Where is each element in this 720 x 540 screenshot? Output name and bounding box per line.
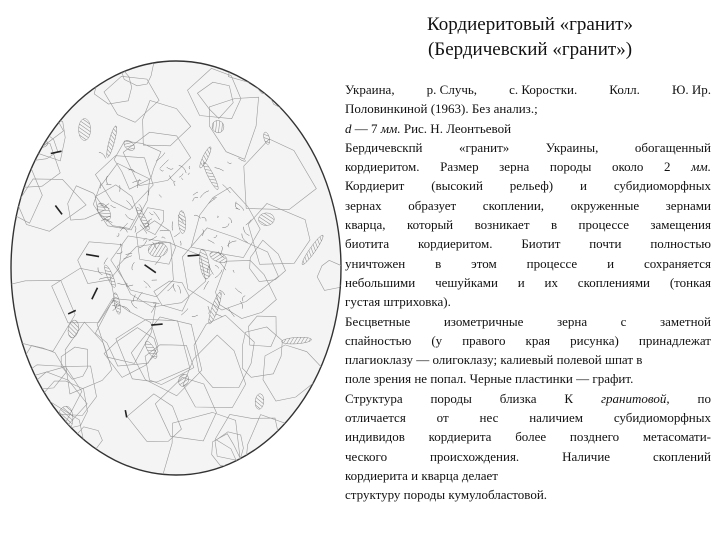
text-word: зерна xyxy=(499,159,530,175)
grain-boundary xyxy=(307,97,344,145)
text-word: ческого xyxy=(345,448,388,464)
text-word: окруженные xyxy=(570,197,640,213)
text-word: К xyxy=(564,390,574,406)
text-word: скоплениями xyxy=(577,274,651,290)
grain-boundary xyxy=(297,58,344,81)
text-line xyxy=(345,408,711,427)
text-word: заметной xyxy=(660,313,711,329)
text-span: Половинкиной (1963). Без анализ.; xyxy=(345,101,538,117)
text-line xyxy=(345,447,711,466)
text-word: Бердичевскпй xyxy=(345,139,423,155)
text-line xyxy=(345,254,711,273)
text-line xyxy=(345,80,711,99)
text-span: Рис. Н. Леонтьевой xyxy=(400,120,512,136)
text-word: Бесцветные xyxy=(345,313,411,329)
text-italic: мм. xyxy=(380,120,401,136)
text-line xyxy=(345,331,711,350)
text-word: рельеф) xyxy=(509,178,554,194)
text-word: Биотит xyxy=(521,236,561,252)
text-word: Колл. xyxy=(609,82,640,97)
text-word: и xyxy=(517,274,525,290)
text-word: породы xyxy=(430,390,472,406)
text-word: почти xyxy=(589,236,622,252)
text-word: небольшими xyxy=(345,274,416,290)
text-word: уничтожен xyxy=(345,255,406,271)
text-word: и xyxy=(580,178,587,194)
text-word: около xyxy=(611,159,644,175)
text-word: с xyxy=(620,313,627,329)
text-word: и xyxy=(607,255,615,271)
text-word: происхождения. xyxy=(429,448,520,464)
text-word: от xyxy=(436,410,449,426)
text-word: чешуйками xyxy=(435,274,498,290)
text-word: (у xyxy=(431,332,443,348)
text-word: р. Случь, xyxy=(426,82,478,97)
text-line xyxy=(345,119,711,138)
text-line xyxy=(345,485,711,504)
text-line xyxy=(345,369,711,388)
text-word: отличается xyxy=(345,410,406,426)
text-word: биотита xyxy=(345,236,390,252)
title-line-1: Кордиеритовый «гранит» xyxy=(427,14,633,35)
text-word: изометричные xyxy=(443,313,524,329)
text-word: субидиоморфных xyxy=(613,410,711,426)
text-word: который xyxy=(406,217,454,233)
text-word: Ю. Ир. xyxy=(671,82,711,97)
text-word: по xyxy=(697,390,711,406)
text-word: субидиоморфных xyxy=(613,178,711,194)
text-word: обогащенный xyxy=(634,139,711,155)
text-line xyxy=(345,389,711,408)
text-word: Структура xyxy=(345,390,403,406)
text-word: породы xyxy=(549,159,592,175)
text-word: процессе xyxy=(578,217,629,233)
text-word: образует xyxy=(408,197,457,213)
text-italic: d xyxy=(345,120,352,136)
text-word: Размер xyxy=(440,159,479,175)
text-word: края xyxy=(525,332,551,348)
text-word: с. Коростки. xyxy=(509,82,578,97)
text-word: полностью xyxy=(650,236,711,252)
thin-section-micrograph xyxy=(8,58,344,478)
text-line xyxy=(345,312,711,331)
description-text xyxy=(345,80,711,505)
text-span: структуру породы кумулобластовой. xyxy=(345,487,548,503)
text-word: их xyxy=(544,274,558,290)
text-line xyxy=(345,215,711,234)
text-line xyxy=(345,157,711,176)
text-word: зернами xyxy=(665,197,711,213)
text-word: (тонкая xyxy=(669,274,711,290)
biotite-patch xyxy=(79,119,91,141)
text-word: правого xyxy=(462,332,506,348)
text-span: — 7 xyxy=(351,120,381,136)
text-span: кордиерита и кварца делает xyxy=(345,467,498,483)
text-span: поле зрения не попал. Черные пластинки — графит. xyxy=(345,371,634,387)
text-word: Украины, xyxy=(545,139,599,155)
text-line xyxy=(345,466,711,485)
title-line-2: (Бердичевский «гранит») xyxy=(427,39,633,60)
text-word: процессе xyxy=(526,255,578,271)
text-word: скоплений xyxy=(652,448,711,464)
grain-boundary xyxy=(12,58,81,105)
text-word: скоплении, xyxy=(482,197,545,213)
slide-title xyxy=(345,12,715,62)
text-line xyxy=(345,176,711,195)
text-word: кварца, xyxy=(345,217,386,233)
text-word: кордиеритом. xyxy=(417,236,493,252)
text-word: позднего xyxy=(569,429,620,445)
text-word: рисунка) xyxy=(570,332,619,348)
text-line xyxy=(345,427,711,446)
text-span xyxy=(345,119,511,138)
text-word: кордиерита xyxy=(428,429,492,445)
text-word: сохраняется xyxy=(643,255,711,271)
text-word: Украина, xyxy=(345,82,395,97)
text-word: индивидов xyxy=(345,429,405,445)
text-word: замещения xyxy=(650,217,711,233)
text-word: Наличие xyxy=(562,448,611,464)
grain-boundary xyxy=(15,412,48,442)
text-word: кордиеритом. xyxy=(345,159,420,175)
text-word: (высокий xyxy=(431,178,483,194)
text-word: принадлежат xyxy=(638,332,711,348)
text-word: в xyxy=(550,217,558,233)
text-line xyxy=(345,99,711,118)
text-word: гранитовой, xyxy=(600,390,670,406)
text-word: зерна xyxy=(556,313,588,329)
text-line xyxy=(345,234,711,253)
grain-boundary xyxy=(288,411,344,478)
text-word: зернах xyxy=(345,197,382,213)
text-span: густая штриховка). xyxy=(345,294,451,310)
text-word: более xyxy=(515,429,547,445)
text-word: возникает xyxy=(474,217,530,233)
text-word: этом xyxy=(471,255,497,271)
text-word: спайностью xyxy=(345,332,412,348)
text-word: 2 xyxy=(664,159,671,175)
text-line xyxy=(345,196,711,215)
text-line xyxy=(345,273,711,292)
text-word: метасомати- xyxy=(642,429,711,445)
text-line xyxy=(345,292,711,311)
biotite-patch xyxy=(310,413,334,436)
text-word: в xyxy=(435,255,442,271)
text-word: «гранит» xyxy=(459,139,510,155)
text-word: мм. xyxy=(691,159,711,175)
text-span: плагиоклазу — олигоклазу; калиевый полевой шпат в xyxy=(345,352,643,368)
text-word: наличием xyxy=(529,410,583,426)
text-word: Кордиерит xyxy=(345,178,405,194)
text-line xyxy=(345,138,711,157)
text-word: нес xyxy=(479,410,499,426)
text-line xyxy=(345,350,711,369)
text-word: близка xyxy=(499,390,537,406)
